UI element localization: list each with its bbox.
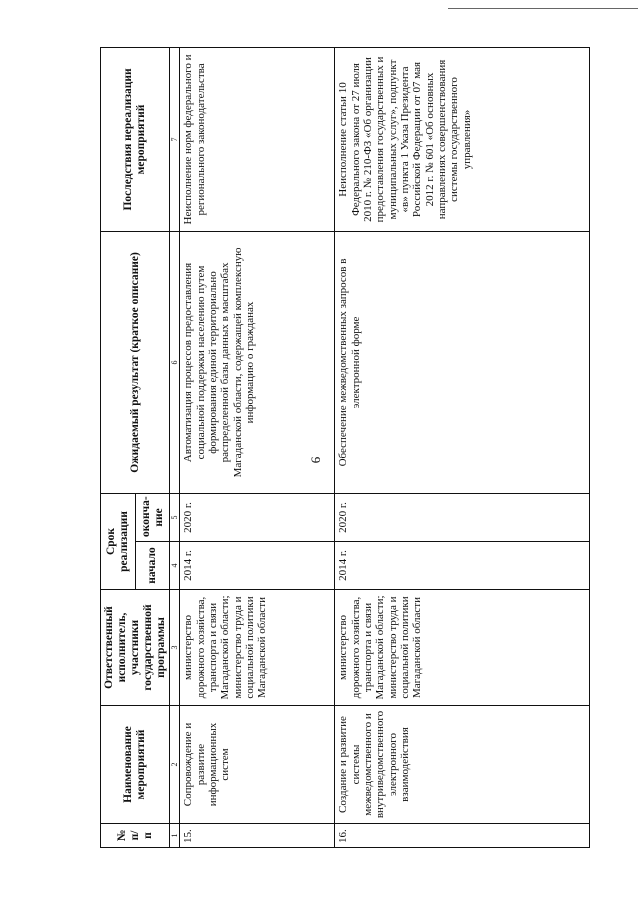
row-consequences: Неисполнение статьи 10 Федерального закона от 27 июля 2010 г. № 210-ФЗ «Об организации предоставления государственных и муниципальных услуг», подпункт «в» пункта 1 Указа Президента Российской Федерации от 07 мая 2012 г. № 601 «Об основных направлениях совершенствования системы государственного управления» — [335, 47, 590, 231]
rotated-table-container — [100, 48, 545, 848]
scan-edge-line — [448, 8, 638, 9]
column-number: 2 — [170, 706, 180, 824]
column-number: 7 — [170, 47, 180, 231]
column-number: 5 — [170, 493, 180, 541]
row-executor: министерство дорожного хозяйства, транспорта и связи Магаданской области; министерство труда и социальной политики Магаданской области — [180, 590, 335, 706]
column-number: 3 — [170, 590, 180, 706]
row-end: 2020 г. — [335, 493, 590, 541]
row-end: 2020 г. — [180, 493, 335, 541]
row-name: Сопровождение и развитие информационных систем — [180, 706, 335, 824]
row-consequences: Неисполнение норм федерального и регионального законодательства — [180, 47, 335, 231]
header-start: начало — [135, 542, 170, 590]
header-result: Ожидаемый результат (краткое описание) — [101, 231, 170, 493]
row-start: 2014 г. — [335, 542, 590, 590]
column-number: 1 — [170, 824, 180, 848]
row-executor: министерство дорожного хозяйства, транспорта и связи Магаданской области; министерство труда и социальной политики Магаданской области — [335, 590, 590, 706]
header-consequences: Последствия нереализации мероприятий — [101, 47, 170, 231]
header-num: № п/п — [101, 824, 170, 848]
column-number: 6 — [170, 231, 180, 493]
header-end: оконча-ние — [135, 493, 170, 541]
page-number: 9 — [308, 456, 324, 464]
table-row — [180, 47, 335, 847]
header-executor: Ответственный исполнитель, участники государственной программы — [101, 590, 170, 706]
table-row — [335, 47, 590, 847]
column-number-row — [170, 47, 180, 847]
row-result: Обеспечение межведомственных запросов в электронной форме — [335, 231, 590, 493]
header-name: Наименование мероприятий — [101, 706, 170, 824]
row-num: 16. — [335, 824, 590, 848]
row-num: 15. — [180, 824, 335, 848]
header-period: Срок реализации — [101, 493, 136, 589]
activities-table — [100, 47, 590, 848]
column-number: 4 — [170, 542, 180, 590]
row-result: Автоматизация процессов предоставления социальной поддержки населению путем формирования единой территориально распределенной базы данных в масштабах Магаданской области, содержащей комплексную информацию о гражданах — [180, 231, 335, 493]
row-start: 2014 г. — [180, 542, 335, 590]
row-name: Создание и развитие системы межведомственного и внутриведомственного электронного взаимодействия — [335, 706, 590, 824]
